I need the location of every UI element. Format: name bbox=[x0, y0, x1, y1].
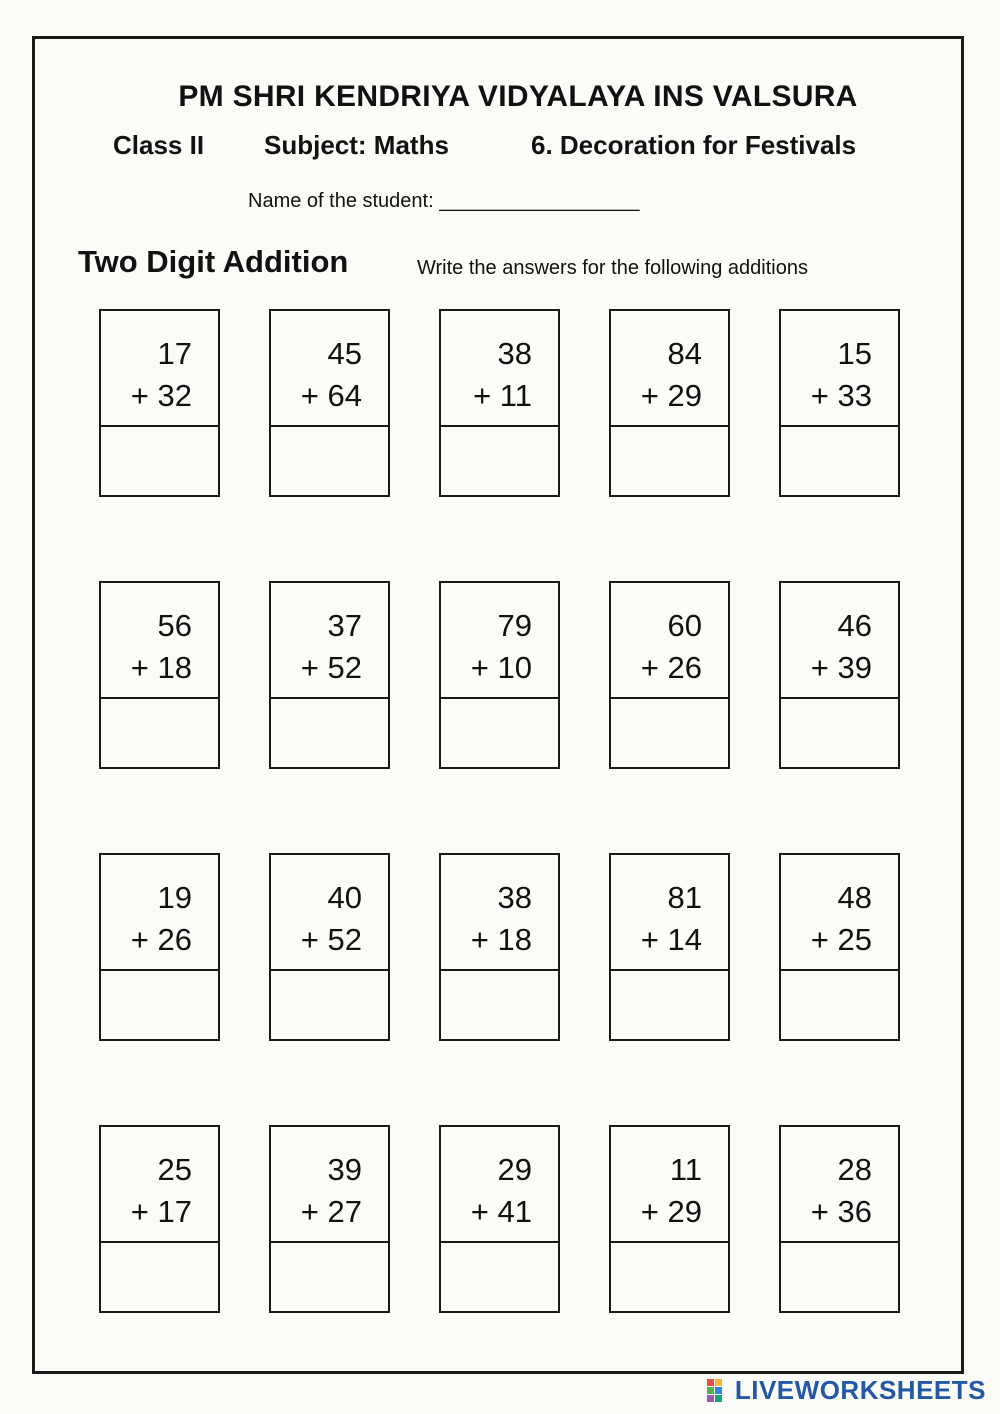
addend-bottom: + 17 bbox=[130, 1194, 192, 1229]
answer-box[interactable] bbox=[271, 971, 388, 1039]
problem-card bbox=[609, 309, 730, 497]
addend-bottom: + 33 bbox=[810, 378, 872, 413]
answer-box[interactable] bbox=[611, 699, 728, 767]
addend-top: 56 bbox=[157, 608, 192, 643]
answer-box[interactable] bbox=[781, 427, 898, 495]
addend-top: 60 bbox=[667, 608, 702, 643]
addend-top: 25 bbox=[157, 1152, 192, 1187]
problem-numbers bbox=[781, 583, 898, 699]
student-name-field[interactable]: Name of the student: __________________ bbox=[248, 190, 640, 212]
addend-bottom: + 26 bbox=[130, 922, 192, 957]
addend-top: 38 bbox=[497, 880, 532, 915]
answer-box[interactable] bbox=[781, 1243, 898, 1311]
answer-box[interactable] bbox=[101, 427, 218, 495]
addend-top: 46 bbox=[837, 608, 872, 643]
problem-card bbox=[779, 309, 900, 497]
addend-top: 37 bbox=[327, 608, 362, 643]
problem-card bbox=[99, 1125, 220, 1313]
class-label: Class II bbox=[113, 130, 205, 160]
answer-box[interactable] bbox=[781, 971, 898, 1039]
problem-card bbox=[609, 853, 730, 1041]
problem-numbers bbox=[271, 1127, 388, 1243]
addend-top: 28 bbox=[837, 1152, 872, 1187]
problem-numbers bbox=[101, 855, 218, 971]
problem-card bbox=[779, 1125, 900, 1313]
watermark-text: LIVEWORKSHEETS bbox=[734, 1375, 986, 1405]
answer-box[interactable] bbox=[441, 971, 558, 1039]
problem-numbers bbox=[781, 855, 898, 971]
problem-numbers bbox=[271, 855, 388, 971]
addend-bottom: + 27 bbox=[300, 1194, 362, 1229]
addend-top: 48 bbox=[837, 880, 872, 915]
answer-box[interactable] bbox=[611, 971, 728, 1039]
addend-top: 84 bbox=[667, 336, 702, 371]
answer-box[interactable] bbox=[441, 1243, 558, 1311]
problem-card bbox=[269, 853, 390, 1041]
answer-box[interactable] bbox=[101, 1243, 218, 1311]
answer-box[interactable] bbox=[101, 699, 218, 767]
problem-numbers bbox=[271, 583, 388, 699]
problem-card bbox=[269, 1125, 390, 1313]
addend-bottom: + 14 bbox=[640, 922, 702, 957]
chapter-label: 6. Decoration for Festivals bbox=[531, 130, 857, 160]
addend-top: 40 bbox=[327, 880, 362, 915]
problem-numbers bbox=[781, 311, 898, 427]
answer-box[interactable] bbox=[611, 1243, 728, 1311]
addend-bottom: + 41 bbox=[470, 1194, 532, 1229]
addend-bottom: + 18 bbox=[470, 922, 532, 957]
problem-card bbox=[99, 853, 220, 1041]
answer-box[interactable] bbox=[101, 971, 218, 1039]
problem-numbers bbox=[101, 1127, 218, 1243]
problem-numbers bbox=[611, 583, 728, 699]
addend-bottom: + 36 bbox=[810, 1194, 872, 1229]
addend-bottom: + 10 bbox=[470, 650, 532, 685]
addend-top: 29 bbox=[497, 1152, 532, 1187]
answer-box[interactable] bbox=[781, 699, 898, 767]
problem-card bbox=[609, 1125, 730, 1313]
problem-numbers bbox=[441, 855, 558, 971]
answer-box[interactable] bbox=[271, 427, 388, 495]
answer-box[interactable] bbox=[271, 699, 388, 767]
problem-numbers bbox=[101, 311, 218, 427]
school-name: PM SHRI KENDRIYA VIDYALAYA INS VALSURA bbox=[178, 80, 858, 113]
problem-numbers bbox=[781, 1127, 898, 1243]
problem-card bbox=[439, 853, 560, 1041]
problem-numbers bbox=[441, 1127, 558, 1243]
problem-numbers bbox=[611, 855, 728, 971]
addend-top: 39 bbox=[327, 1152, 362, 1187]
addend-bottom: + 29 bbox=[640, 378, 702, 413]
problem-numbers bbox=[441, 583, 558, 699]
problem-numbers bbox=[611, 1127, 728, 1243]
instruction-text: Write the answers for the following additions bbox=[417, 257, 808, 279]
problem-card bbox=[439, 309, 560, 497]
liveworksheets-logo-icon bbox=[707, 1377, 731, 1405]
problem-card bbox=[439, 1125, 560, 1313]
problem-card bbox=[609, 581, 730, 769]
answer-box[interactable] bbox=[441, 699, 558, 767]
addend-top: 81 bbox=[667, 880, 702, 915]
problem-card bbox=[439, 581, 560, 769]
answer-box[interactable] bbox=[271, 1243, 388, 1311]
problem-numbers bbox=[101, 583, 218, 699]
addend-top: 15 bbox=[837, 336, 872, 371]
problem-card bbox=[779, 581, 900, 769]
addend-bottom: + 11 bbox=[473, 378, 532, 413]
problem-card bbox=[269, 309, 390, 497]
addend-bottom: + 39 bbox=[810, 650, 872, 685]
addend-bottom: + 25 bbox=[810, 922, 872, 957]
problem-card bbox=[99, 309, 220, 497]
watermark bbox=[707, 1375, 986, 1406]
addend-top: 17 bbox=[157, 336, 192, 371]
problem-numbers bbox=[441, 311, 558, 427]
answer-box[interactable] bbox=[441, 427, 558, 495]
subject-label: Subject: Maths bbox=[264, 130, 449, 160]
addend-bottom: + 26 bbox=[640, 650, 702, 685]
addend-bottom: + 18 bbox=[130, 650, 192, 685]
section-title: Two Digit Addition bbox=[78, 244, 349, 279]
answer-box[interactable] bbox=[611, 427, 728, 495]
addend-top: 11 bbox=[669, 1152, 702, 1187]
problem-card bbox=[779, 853, 900, 1041]
addend-bottom: + 64 bbox=[300, 378, 362, 413]
addend-top: 79 bbox=[497, 608, 532, 643]
addend-bottom: + 29 bbox=[640, 1194, 702, 1229]
addend-bottom: + 52 bbox=[300, 922, 362, 957]
addend-top: 38 bbox=[497, 336, 532, 371]
addend-bottom: + 52 bbox=[300, 650, 362, 685]
problem-numbers bbox=[271, 311, 388, 427]
addend-bottom: + 32 bbox=[130, 378, 192, 413]
problem-card bbox=[99, 581, 220, 769]
addend-top: 19 bbox=[157, 880, 192, 915]
problem-grid bbox=[99, 309, 900, 1313]
problem-numbers bbox=[611, 311, 728, 427]
problem-card bbox=[269, 581, 390, 769]
addend-top: 45 bbox=[327, 336, 362, 371]
